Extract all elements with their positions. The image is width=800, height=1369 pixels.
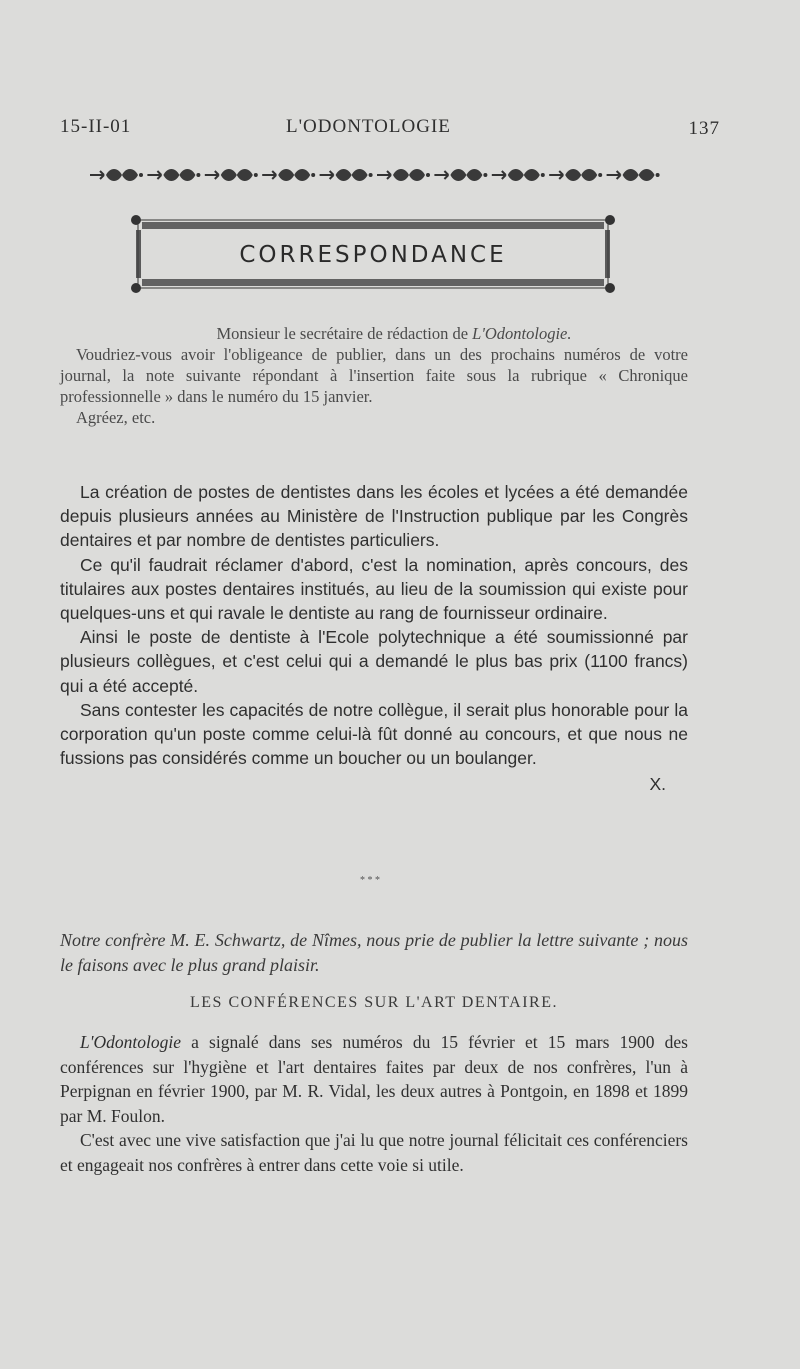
- issue-date: 15-II-01: [60, 116, 132, 137]
- ornament-motif: [262, 169, 315, 181]
- page-number: 137: [688, 118, 720, 139]
- article-paragraph: L'Odontologie a signalé dans ses numéros du 15 février et 15 mars 1900 des conférences sur l'hygiène et l'art dentaires faites par deux de nos confrères, l'un à Perpignan en février 1900, par M. R. Vidal, les deux autres à Pontgoin, en 1898 et 1899 par M. Foulon.: [60, 1032, 688, 1126]
- section-title-frame: [128, 212, 618, 296]
- letter-block: [60, 323, 688, 428]
- section-title: CORRESPONDANCE: [239, 242, 507, 268]
- note-block: [60, 480, 688, 797]
- ornament-motif: [549, 169, 602, 181]
- journal-title: L'ODONTOLOGIE: [286, 116, 451, 137]
- article-body: [60, 1030, 688, 1177]
- ornament-motif: [205, 169, 258, 181]
- ornament-band: [88, 163, 662, 187]
- note-paragraph: Ce qu'il faudrait réclamer d'abord, c'est la nomination, après concours, des titulaires aux postes dentaires institués, au lieu de la soumission qui existe pour quelques-uns et qui ravale le dentiste au rang de fournisseur ordinaire.: [60, 554, 688, 624]
- running-head: [60, 116, 720, 142]
- ornament-motif: [492, 169, 545, 181]
- article-title: LES CONFÉRENCES SUR L'ART DENTAIRE.: [190, 994, 558, 1011]
- letter-closing: Agréez, etc.: [76, 408, 156, 427]
- salutation: Monsieur le secrétaire de rédaction de L'Odontologie.: [216, 324, 572, 343]
- salutation-journal: L'Odontologie.: [472, 324, 572, 343]
- letter-paragraph: Voudriez-vous avoir l'obligeance de publier, dans un des prochains numéros de votre journal, la note suivante répondant à l'insertion faite sous la rubrique « Chronique professionnelle » dans le numéro du 15 janvier.: [60, 345, 688, 406]
- intro-paragraph: Notre confrère M. E. Schwartz, de Nîmes, nous prie de publier la lettre suivante ; nous le faisons avec le plus grand plaisir.: [60, 930, 688, 975]
- note-paragraph: Ainsi le poste de dentiste à l'Ecole polytechnique a été soumissionné par plusieurs collègues, et c'est celui qui a demandé le plus bas prix (1100 francs) qui a été accepté.: [60, 627, 688, 696]
- note-paragraph: La création de postes de dentistes dans les écoles et lycées a été demandée depuis plusieurs années au Ministère de l'Instruction publique par les Congrès dentaires et par nombre de dentistes particuliers.: [60, 482, 688, 551]
- note-paragraph: Sans contester les capacités de notre collègue, il serait plus honorable pour la corporation qu'un poste comme celui-là fût donné au concours, et que nous ne fussions pas considérés comme un boucher ou un boulanger.: [60, 699, 688, 769]
- asterism: * * *: [360, 875, 380, 886]
- signature: X.: [649, 774, 666, 795]
- ornament-motif: [434, 169, 487, 181]
- ornament-motif: [377, 169, 430, 181]
- ornament-motif: [607, 169, 660, 181]
- ornament-motif: [147, 169, 200, 181]
- article-journal-name: L'Odontologie: [80, 1032, 181, 1052]
- ornament-motif: [90, 169, 143, 181]
- article-paragraph: C'est avec une vive satisfaction que j'ai lu que notre journal félicitait ces conférenciers et engageait nos confrères à entrer dans cette voie si utile.: [60, 1130, 688, 1175]
- ornament-icon: [88, 163, 662, 187]
- ornament-motif: [320, 169, 373, 181]
